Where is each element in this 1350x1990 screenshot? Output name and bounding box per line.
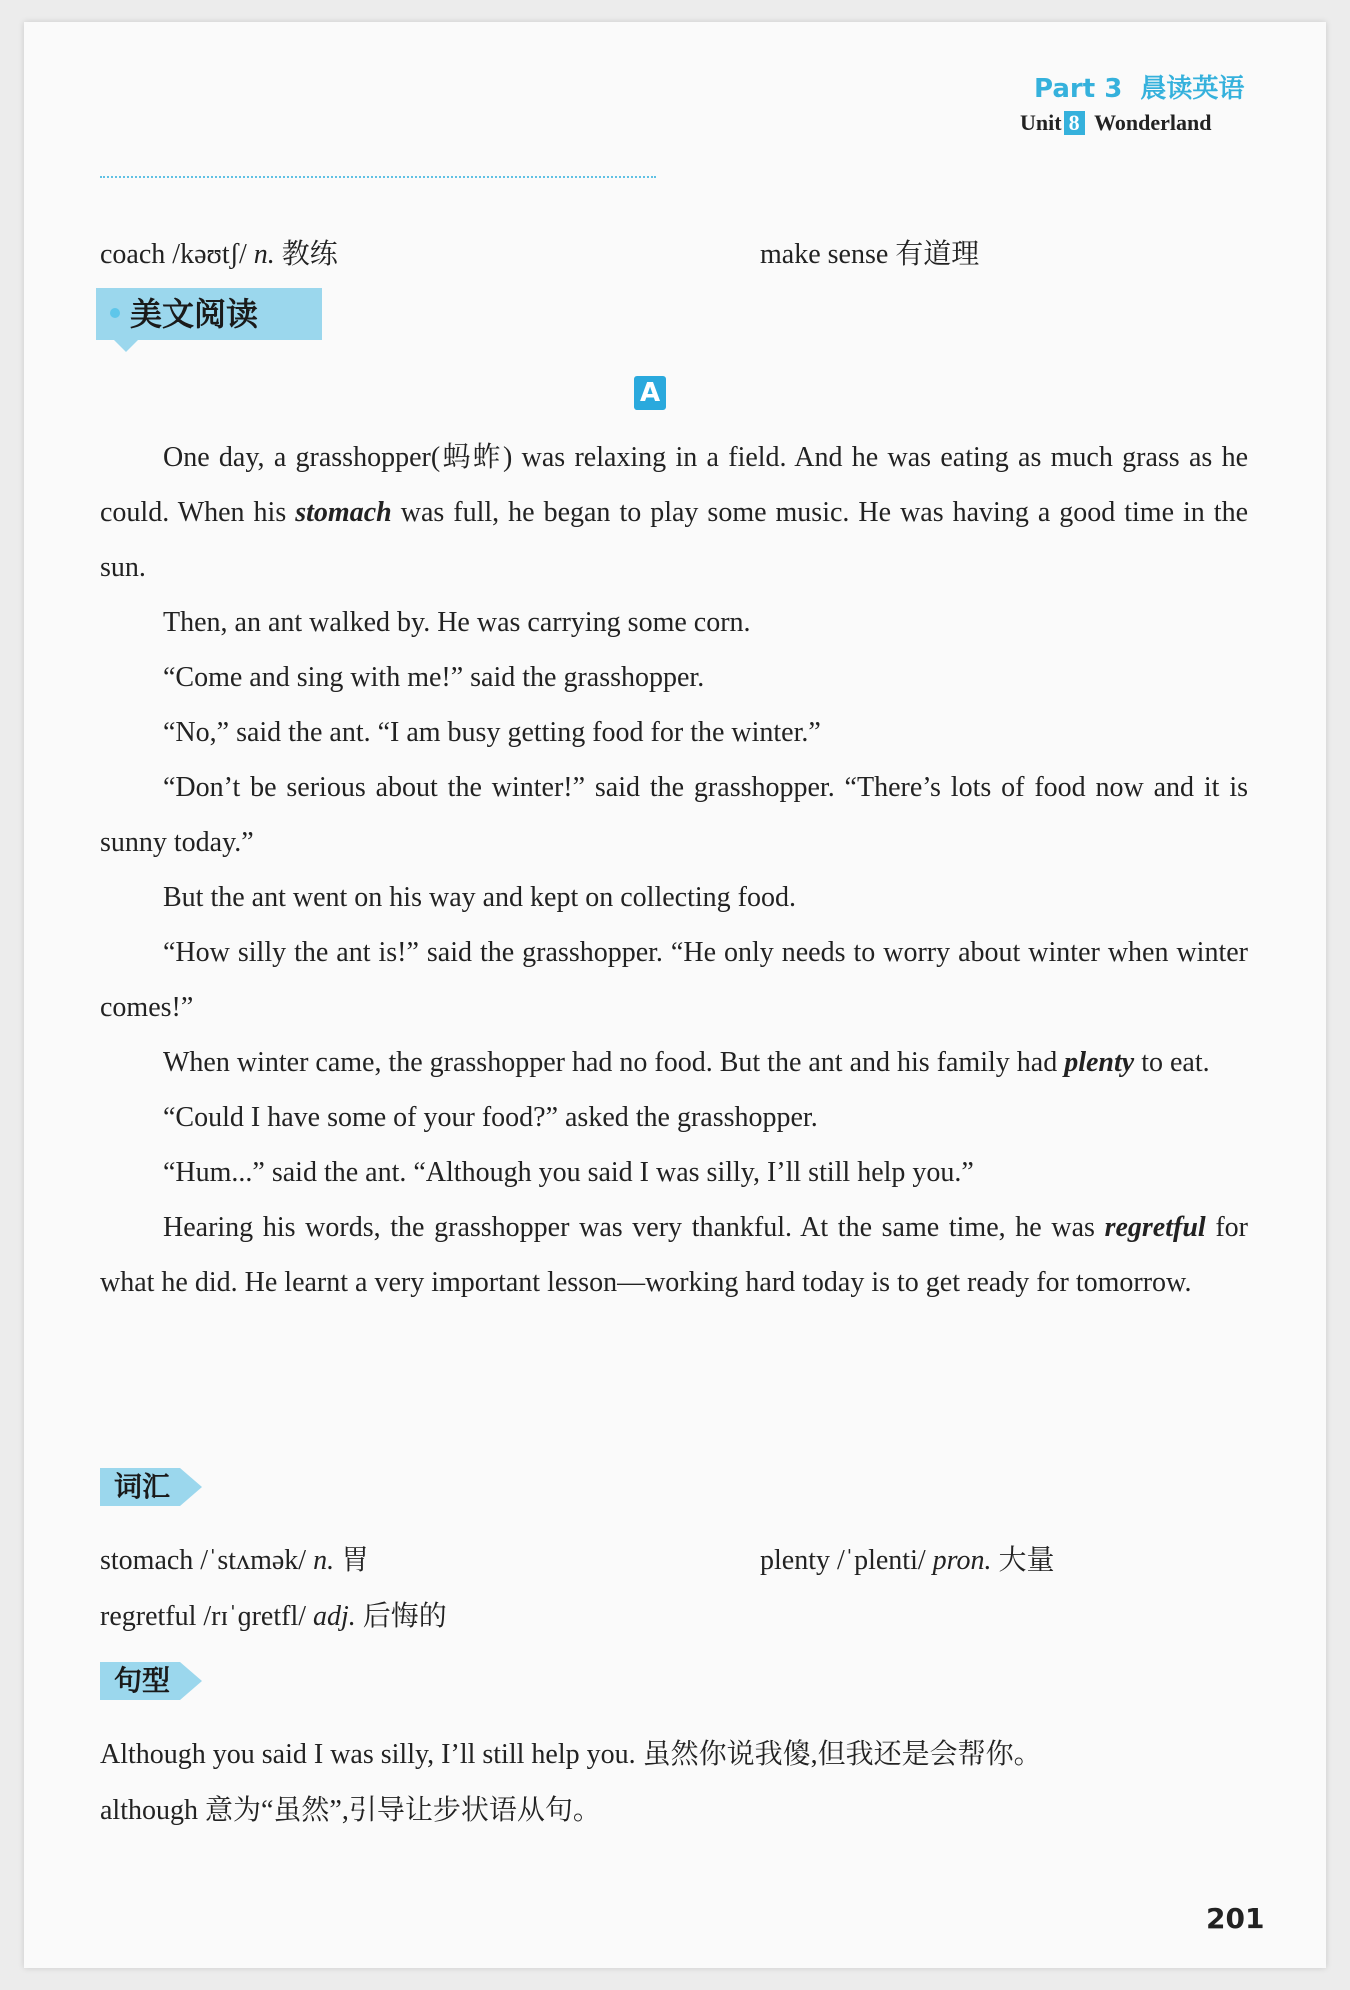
dotted-divider bbox=[100, 176, 656, 178]
story-paragraph: “How silly the ant is!” said the grasshopper. “He only needs to worry about winter when winter comes!” bbox=[100, 937, 1248, 1023]
key-word: regretful bbox=[1104, 1212, 1206, 1243]
unit-title: Wonderland bbox=[1094, 110, 1212, 135]
story-paragraph: “Hum...” said the ant. “Although you said I was silly, I’ll still help you.” bbox=[163, 1157, 974, 1188]
vocabulary-section-tag: 词汇 bbox=[100, 1468, 180, 1506]
header-unit bbox=[1020, 110, 1211, 136]
reading-section-tag: 美文阅读 bbox=[96, 288, 322, 340]
sentence-section-tag: 句型 bbox=[100, 1662, 180, 1700]
page-number: 201 bbox=[1206, 1902, 1265, 1935]
story-paragraph: “Could I have some of your food?” asked the grasshopper. bbox=[163, 1102, 818, 1133]
section-label: 晨读英语 bbox=[1140, 74, 1245, 104]
vocab-regretful: regretful /rɪˈɡretfl/ adj. 后悔的 bbox=[100, 1601, 447, 1632]
part-label: Part 3 bbox=[1034, 74, 1123, 104]
key-word: stomach bbox=[295, 497, 392, 528]
story-passage bbox=[100, 430, 1248, 1310]
story-paragraph: Then, an ant walked by. He was carrying some corn. bbox=[163, 607, 751, 638]
sentence-note: although 意为“虽然”,引导让步状语从句。 bbox=[100, 1795, 601, 1826]
key-word: plenty bbox=[1064, 1047, 1135, 1078]
vocab-plenty: plenty /ˈplenti/ pron. 大量 bbox=[760, 1545, 1055, 1576]
story-paragraph: But the ant went on his way and kept on collecting food. bbox=[163, 882, 796, 913]
passage-badge: A bbox=[634, 376, 666, 410]
unit-label: Unit bbox=[1020, 110, 1062, 135]
top-vocab-make-sense: make sense 有道理 bbox=[760, 239, 980, 270]
story-paragraph: One day, a grasshopper(蚂蚱) was relaxing in a field. And he was eating as much grass as he could. When his stomach was full, he began to play some music. He was having a good time in the sun. bbox=[100, 442, 1249, 583]
header-part bbox=[1034, 68, 1244, 105]
story-paragraph: Hearing his words, the grasshopper was very thankful. At the same time, he was regretful for what he did. He learnt a very important lesson—working hard today is to get ready for tomorrow. bbox=[100, 1212, 1248, 1298]
story-paragraph: “Don’t be serious about the winter!” said the grasshopper. “There’s lots of food now and it is sunny today.” bbox=[100, 772, 1248, 858]
story-paragraph: “Come and sing with me!” said the grasshopper. bbox=[163, 662, 705, 693]
unit-number-badge: 8 bbox=[1064, 111, 1085, 135]
sentence-example: Although you said I was silly, I’ll still help you. 虽然你说我傻,但我还是会帮你。 bbox=[100, 1739, 1042, 1770]
vocab-stomach: stomach /ˈstʌmək/ n. 胃 bbox=[100, 1545, 370, 1576]
book-page bbox=[24, 22, 1326, 1968]
story-paragraph: “No,” said the ant. “I am busy getting food for the winter.” bbox=[163, 717, 821, 748]
story-paragraph: When winter came, the grasshopper had no food. But the ant and his family had plenty to eat. bbox=[163, 1047, 1210, 1078]
top-vocab-coach: coach /kəʊtʃ/ n. 教练 bbox=[100, 239, 338, 270]
